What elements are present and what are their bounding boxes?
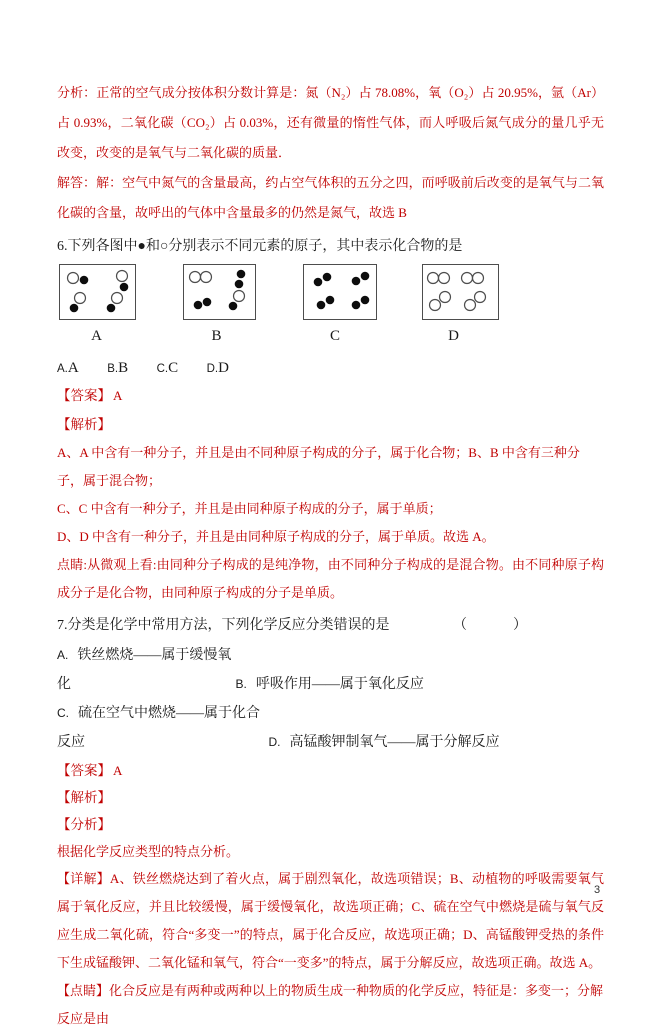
q7-option-c — [57, 699, 265, 757]
q7-option-b-text: 呼吸作用——属于氧化反应 — [255, 677, 424, 692]
q6-tips-paragraph: 点睛:从微观上看:由同种分子构成的是纯净物，由不同种分子构成的是混合物。由不同种原子构成分子是化合物，由同种原子构成的分子是单质。 — [57, 557, 604, 600]
diagram-label-d: D — [448, 328, 459, 344]
q6-answer-line — [57, 381, 604, 410]
q6-option-a — [57, 361, 79, 376]
molecule-diagram-c — [303, 264, 377, 320]
q6-solution-line-1: A、A 中含有一种分子，并且是由不同种原子构成的分子，属于化合物；B、B 中含有三种分子，属于混合物； — [57, 445, 580, 488]
molecule-diagram-a — [59, 264, 136, 320]
q5-answer-paragraph: 解答：解：空气中氮气的含量最高，约占空气体积的五分之四，而呼吸前后改变的是氧气与二氧化碳的含量，故呼出的气体中含量最多的仍然是氮气，故选 B — [57, 175, 604, 220]
q7-option-d — [269, 735, 500, 750]
molecule-diagram-b-figure — [183, 264, 256, 320]
q6-option-b-key: B. — [107, 363, 119, 375]
q7-option-d-key: D. — [268, 735, 281, 749]
q6-jiexi-label: 【解析】 — [57, 417, 111, 432]
q6-solution-line-3: D、D 中含有一种分子，并且是由同种原子构成的分子，属于单质。故选 A。 — [57, 529, 495, 544]
diagram-label-a: A — [91, 328, 102, 344]
q7-option-b — [236, 677, 424, 692]
molecule-diagram-d — [422, 264, 499, 320]
q6-options-row — [57, 356, 604, 381]
q7-answer-label: 【答案】 — [57, 763, 111, 778]
q6-option-d — [207, 361, 229, 376]
q7-answer-value: A — [113, 763, 123, 778]
q6-option-b — [107, 361, 128, 376]
q6-solution-line-2: C、C 中含有一种分子，并且是由同种原子构成的分子，属于单质； — [57, 501, 442, 516]
q7-fenxi-label: 【分析】 — [57, 817, 111, 832]
q7-options-row-1 — [57, 641, 604, 699]
q7-option-c-key: C. — [57, 706, 69, 720]
q7-fenxi-text: 根据化学反应类型的特点分析。 — [57, 844, 240, 859]
q7-option-b-key: B. — [235, 677, 247, 691]
q7-options-row-2 — [57, 699, 604, 757]
q6-option-d-key: D. — [206, 363, 219, 375]
q6-option-b-text: B — [118, 360, 129, 376]
q6-option-c-key: C. — [156, 363, 169, 375]
q7-option-a-key: A. — [57, 648, 69, 662]
q6-molecule-diagrams — [57, 264, 604, 320]
q6-option-a-key: A. — [57, 363, 68, 375]
page-number: 3 — [594, 884, 601, 896]
q7-xiangjie-paragraph: 【详解】A、铁丝燃烧达到了着火点，属于剧烈氧化，故选项错误；B、动植物的呼吸需要氧气属于氧化反应，并且比较缓慢，属于缓慢氧化，故选项正确；C、硫在空气中燃烧是硫与氧气反应生成二氧化硫，符合“多变一”的特点，属于化合反应，故选项正确；D、高锰酸钾受热的条件下生成锰酸钾、二氧化锰和氧气，符合“一变多”的特点，属于分解反应，故选项正确。故选 A。 — [57, 871, 604, 970]
q6-answer-value: A — [113, 388, 123, 403]
q5-analysis-paragraph: 分析：正常的空气成分按体积分数计算是：氮（N₂）占 78.08%，氧（O₂）占 20.95%，氩（Ar）占 0.93%，二氧化碳（CO₂）占 0.03%，还有微量的惰性气体，而人呼吸后氮气成分的量几乎无改变，改变的是氧气与二氧化碳的质量． — [57, 85, 605, 160]
question6-stem: 6.下列各图中●和○分别表示不同元素的原子，其中表示化合物的是 — [57, 239, 463, 254]
q6-diagram-labels — [57, 328, 604, 350]
diagram-label-c: C — [329, 328, 340, 344]
molecule-diagram-d-figure — [422, 264, 499, 320]
question7-stem — [57, 611, 604, 641]
q7-answer-bracket: （ ） — [453, 618, 533, 633]
molecule-diagram-a-figure — [59, 264, 136, 320]
molecule-diagram-b — [183, 264, 256, 320]
q6-option-c — [157, 361, 179, 376]
q7-stem-text: 7.分类是化学中常用方法，下列化学反应分类错误的是 — [57, 618, 390, 633]
q7-option-a-text: 铁丝燃烧——属于缓慢氧化 — [57, 648, 232, 692]
q7-option-d-text: 高锰酸钾制氧气——属于分解反应 — [289, 735, 500, 750]
q6-option-d-text: D — [218, 360, 229, 376]
q6-answer-label: 【答案】 — [57, 388, 111, 403]
q6-option-a-text: A — [67, 360, 79, 376]
q7-option-c-text: 硫在空气中燃烧——属于化合反应 — [57, 706, 260, 750]
q7-jiexi-label: 【解析】 — [57, 790, 111, 805]
q7-answer-line — [57, 757, 604, 784]
diagram-label-b: B — [211, 328, 222, 344]
q7-dianjing-paragraph: 【点睛】化合反应是有两种或两种以上的物质生成一种物质的化学反应，特征是：多变一；分解反应是由 — [57, 983, 604, 1026]
q6-option-c-text: C — [168, 360, 179, 376]
q7-option-a — [57, 641, 232, 699]
molecule-diagram-c-figure — [303, 264, 377, 320]
